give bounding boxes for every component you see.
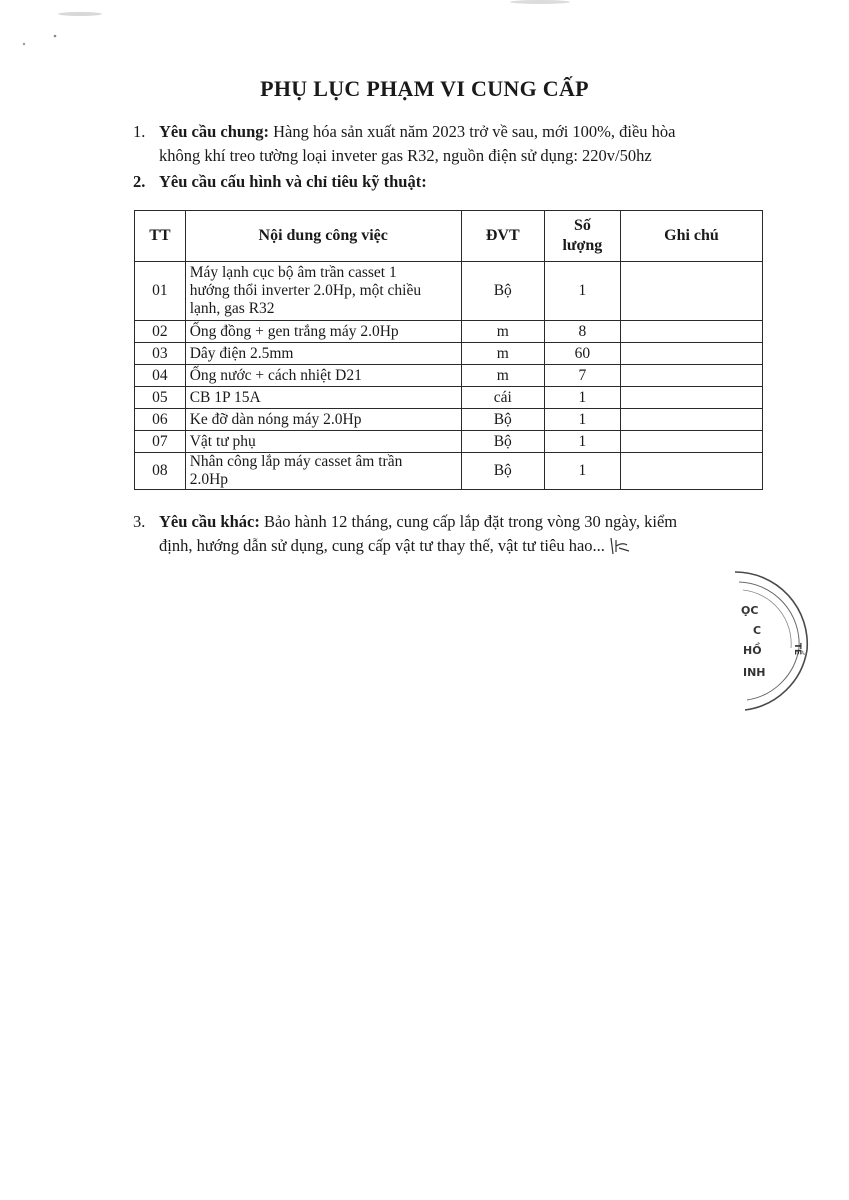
table-row	[135, 262, 763, 321]
cell-ghi-chu	[620, 321, 762, 343]
cell-dvt: Bộ	[461, 431, 544, 453]
header-tt: TT	[135, 211, 186, 262]
requirement-number: 3.	[133, 512, 146, 531]
cell-ghi-chu	[620, 453, 762, 490]
cell-tt: 04	[135, 365, 186, 387]
table-row	[135, 431, 763, 453]
table-row	[135, 365, 763, 387]
cell-noi-dung	[185, 262, 461, 321]
requirement-number: 1.	[133, 122, 146, 141]
requirement-general	[133, 120, 748, 168]
cell-dvt: Bộ	[461, 409, 544, 431]
cell-noi-dung: Dây điện 2.5mm	[185, 343, 461, 365]
cell-noi-dung: Vật tư phụ	[185, 431, 461, 453]
cell-tt: 02	[135, 321, 186, 343]
header-dvt: ĐVT	[461, 211, 544, 262]
header-ghi-chu: Ghi chú	[620, 211, 762, 262]
requirement-spec	[133, 170, 748, 194]
cell-so-luong: 1	[544, 262, 620, 321]
cell-dvt: cái	[461, 387, 544, 409]
cell-tt: 08	[135, 453, 186, 490]
page-title: PHỤ LỤC PHẠM VI CUNG CẤP	[260, 76, 589, 101]
header-so-luong	[544, 211, 620, 262]
cell-text-line: Nhân công lắp máy casset âm trần	[189, 453, 403, 470]
stamp-text: INH	[743, 666, 766, 679]
cell-tt: 07	[135, 431, 186, 453]
stamp-text: ỌC	[741, 604, 759, 617]
cell-dvt: Bộ	[461, 453, 544, 490]
cell-ghi-chu	[620, 387, 762, 409]
cell-so-luong: 8	[544, 321, 620, 343]
requirement-text: Hàng hóa sản xuất năm 2023 trở về sau, mới 100%, điều hòa	[269, 122, 676, 141]
cell-noi-dung: Ke đỡ dàn nóng máy 2.0Hp	[185, 409, 461, 431]
table-row	[135, 343, 763, 365]
table-row	[135, 387, 763, 409]
cell-so-luong: 7	[544, 365, 620, 387]
requirement-label: Yêu cầu khác:	[159, 512, 260, 531]
cell-text-line: lạnh, gas R32	[189, 300, 275, 317]
requirement-other	[133, 510, 748, 558]
table-row	[135, 453, 763, 490]
requirement-number: 2.	[133, 172, 146, 191]
cell-dvt: m	[461, 365, 544, 387]
cell-dvt: m	[461, 321, 544, 343]
table-row	[135, 409, 763, 431]
requirement-text-continued	[133, 534, 748, 558]
header-noi-dung: Nội dung công việc	[185, 211, 461, 262]
cell-noi-dung: CB 1P 15A	[185, 387, 461, 409]
cell-ghi-chu	[620, 431, 762, 453]
requirement-text-continued: không khí treo tường loại inveter gas R32, nguồn điện sử dụng: 220v/50hz	[159, 146, 652, 165]
cell-text-line: 2.0Hp	[189, 471, 229, 488]
partial-seal-stamp	[725, 560, 835, 720]
cell-text-line: Máy lạnh cục bộ âm trần casset 1	[189, 264, 397, 281]
cell-ghi-chu	[620, 343, 762, 365]
header-so-luong-line1: Số	[573, 217, 591, 234]
cell-so-luong: 1	[544, 409, 620, 431]
cell-so-luong: 1	[544, 387, 620, 409]
cell-noi-dung	[185, 453, 461, 490]
requirement-text: Bảo hành 12 tháng, cung cấp lắp đặt trong vòng 30 ngày, kiểm	[259, 512, 678, 531]
requirement-label: Yêu cầu chung:	[159, 122, 270, 141]
cell-ghi-chu	[620, 262, 762, 321]
cell-tt: 05	[135, 387, 186, 409]
cell-text-line: hướng thổi inverter 2.0Hp, một chiều	[189, 282, 422, 299]
cell-noi-dung: Ống đồng + gen trắng máy 2.0Hp	[185, 321, 461, 343]
table-header-row	[135, 211, 763, 262]
cell-noi-dung: Ống nước + cách nhiệt D21	[185, 365, 461, 387]
cell-so-luong: 60	[544, 343, 620, 365]
initials-signature-icon	[607, 534, 633, 556]
cell-tt: 01	[135, 262, 186, 321]
stamp-text: C	[753, 624, 762, 637]
cell-tt: 06	[135, 409, 186, 431]
stamp-text: HỒ	[743, 644, 762, 657]
seal-circle-icon	[725, 560, 835, 720]
stamp-text: TẾ	[792, 642, 803, 656]
cell-so-luong: 1	[544, 431, 620, 453]
header-so-luong-line2: lượng	[562, 237, 603, 254]
cell-tt: 03	[135, 343, 186, 365]
cell-ghi-chu	[620, 365, 762, 387]
cell-ghi-chu	[620, 409, 762, 431]
cell-dvt: Bộ	[461, 262, 544, 321]
requirement-label: Yêu cầu cấu hình và chỉ tiêu kỹ thuật:	[159, 172, 427, 191]
cell-so-luong: 1	[544, 453, 620, 490]
cell-dvt: m	[461, 343, 544, 365]
table-row	[135, 321, 763, 343]
requirement-text-line: định, hướng dẫn sử dụng, cung cấp vật tư thay thế, vật tư tiêu hao...	[159, 536, 605, 555]
spec-table	[134, 210, 763, 490]
